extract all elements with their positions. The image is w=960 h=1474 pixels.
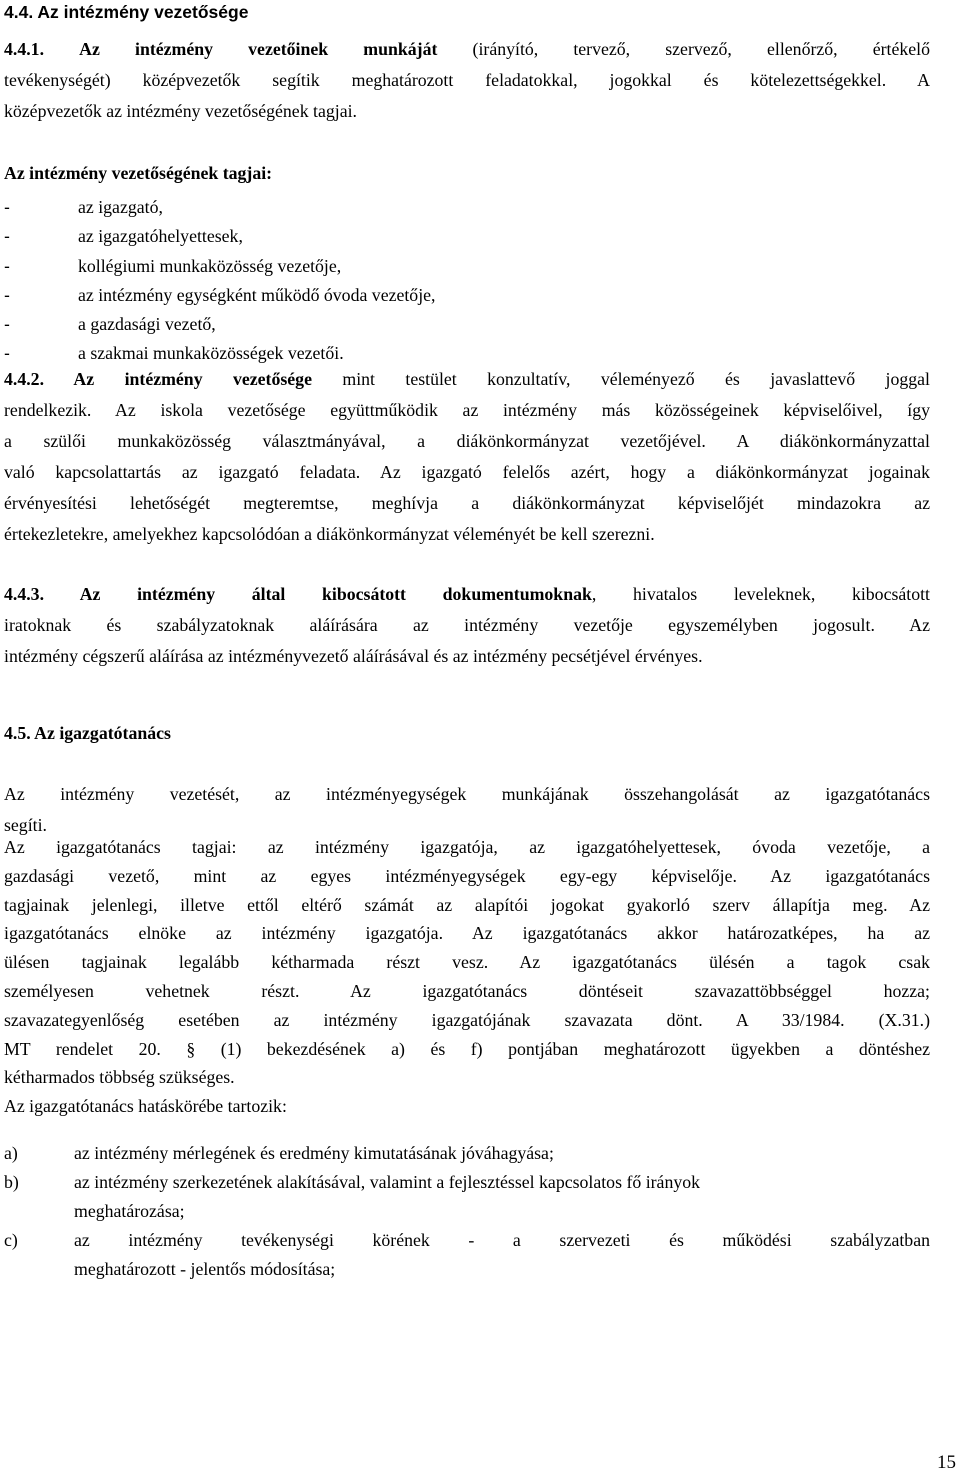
- p443-line2: iratoknak és szabályzatoknak aláírására az intézmény vezetője egyszemélyben jogosult. Az: [4, 615, 930, 635]
- p441-bold: Az intézmény vezetőinek munkáját: [79, 39, 438, 59]
- members-list: [4, 193, 930, 369]
- p442-bold: 4.4.2. Az intézmény vezetősége: [4, 369, 312, 389]
- member-item: - a szakmai munkaközösségek vezetői.: [4, 343, 344, 364]
- section-heading-4-4: 4.4. Az intézmény vezetősége: [4, 2, 249, 22]
- paragraph-4-4-1: [4, 34, 930, 127]
- power-item-a: a) az intézmény mérlegének és eredmény kimutatásának jóváhagyása;: [4, 1143, 554, 1163]
- p442-line: a szülői munkaközösség választmányával, a diákönkormányzat vezetőjével. A diákönkormányzattal: [4, 431, 930, 451]
- section-heading-4-5: 4.5. Az igazgatótanács: [4, 723, 171, 743]
- paragraph-4-4-2: [4, 364, 930, 550]
- member-item: - az igazgató,: [4, 197, 163, 217]
- power-item-b-cont: meghatározása;: [74, 1201, 185, 1221]
- p45b-last-line: kétharmados többség szükséges.: [4, 1067, 235, 1088]
- p45a-line1: Az intézmény vezetését, az intézményegységek munkájának összehangolását az igazgatótanács: [4, 784, 930, 804]
- p442-line: érvényesítési lehetőségét megteremtse, meghívja a diákönkormányzat képviselőjét mindazokra az: [4, 493, 930, 513]
- powers-heading: Az igazgatótanács hatáskörébe tartozik:: [4, 1096, 287, 1117]
- p45b-line: tagjainak jelenlegi, illetve ettől eltérő számát az alapítói jogokat gyakorló szerv állapítja meg. Az: [4, 894, 930, 915]
- p442-line1-rest: mint testület konzultatív, véleményező és javaslattevő joggal: [342, 369, 931, 389]
- paragraph-4-5-body: [4, 833, 930, 1121]
- powers-list: [4, 1139, 930, 1284]
- paragraph-4-4-3: [4, 579, 930, 672]
- member-item: - az igazgatóhelyettesek,: [4, 226, 243, 247]
- p443-line3: intézmény cégszerű aláírása az intézményvezető aláírásával és az intézmény pecsétjével érvényes.: [4, 646, 703, 666]
- power-item-c-cont: meghatározott - jelentős módosítása;: [74, 1259, 336, 1279]
- p441-line1-rest: (irányító, tervező, szervező, ellenőrző, értékelő: [472, 39, 930, 59]
- p45b-line: Az igazgatótanács tagjai: az intézmény igazgatója, az igazgatóhelyettesek, óvoda vezetője, a: [4, 837, 930, 857]
- p45b-line: gazdasági vezető, mint az egyes intézményegységek egy-egy képviselője. Az igazgatótanács: [4, 865, 930, 886]
- p45b-line: ülésen tagjainak legalább kétharmada részt vesz. Az igazgatótanács ülésén a tagok csak: [4, 952, 930, 973]
- members-heading: Az intézmény vezetőségének tagjai:: [4, 163, 273, 183]
- p45b-line: igazgatótanács elnöke az intézmény igazgatója. Az igazgatótanács akkor határozatképes, ha az: [4, 923, 930, 944]
- p442-line: rendelkezik. Az iskola vezetősége együttműködik az intézmény más közösségeinek képviselőivel, így: [4, 400, 930, 420]
- p441-line3: középvezetők az intézmény vezetőségének tagjai.: [4, 101, 357, 121]
- p442-line: való kapcsolattartás az igazgató feladata. Az igazgató felelős azért, hogy a diákönkormányzat jogainak: [4, 462, 930, 482]
- p45b-line: MT rendelet 20. § (1) bekezdésének a) és f) pontjában meghatározott ügyekben a döntéshez: [4, 1038, 930, 1059]
- p441-line2: tevékenységét) középvezetők segítik meghatározott feladatokkal, jogokkal és kötelezettségekkel. A: [4, 70, 930, 90]
- p443-bold: 4.4.3. Az intézmény által kibocsátott dokumentumoknak: [4, 584, 592, 604]
- power-item-b: b) az intézmény szerkezetének alakításával, valamint a fejlesztéssel kapcsolatos fő irányok: [4, 1172, 701, 1192]
- p443-line1-rest: , hivatalos leveleknek, kibocsátott: [591, 584, 930, 604]
- p441-number: 4.4.1.: [4, 39, 45, 59]
- p45b-line: személyesen vehetnek részt. Az igazgatótanács döntéseit szavazattöbbséggel hozza;: [4, 980, 930, 1001]
- p45a-line2: segíti.: [4, 815, 47, 835]
- page-number: 15: [937, 1452, 956, 1473]
- paragraph-4-5-intro: [4, 779, 930, 841]
- power-item-c: c) az intézmény tevékenységi körének - a szervezeti és működési szabályzatban: [4, 1230, 930, 1250]
- member-item: - kollégiumi munkaközösség vezetője,: [4, 255, 342, 276]
- p442-last-line: értekezletekre, amelyekhez kapcsolódóan a diákönkormányzat véleményét be kell szerezni.: [4, 524, 655, 544]
- member-item: - az intézmény egységként működő óvoda vezetője,: [4, 284, 436, 305]
- member-item: - a gazdasági vezető,: [4, 314, 216, 335]
- p45b-line: szavazategyenlőség esetében az intézmény igazgatójának szavazata dönt. A 33/1984. (X.31.): [4, 1009, 930, 1030]
